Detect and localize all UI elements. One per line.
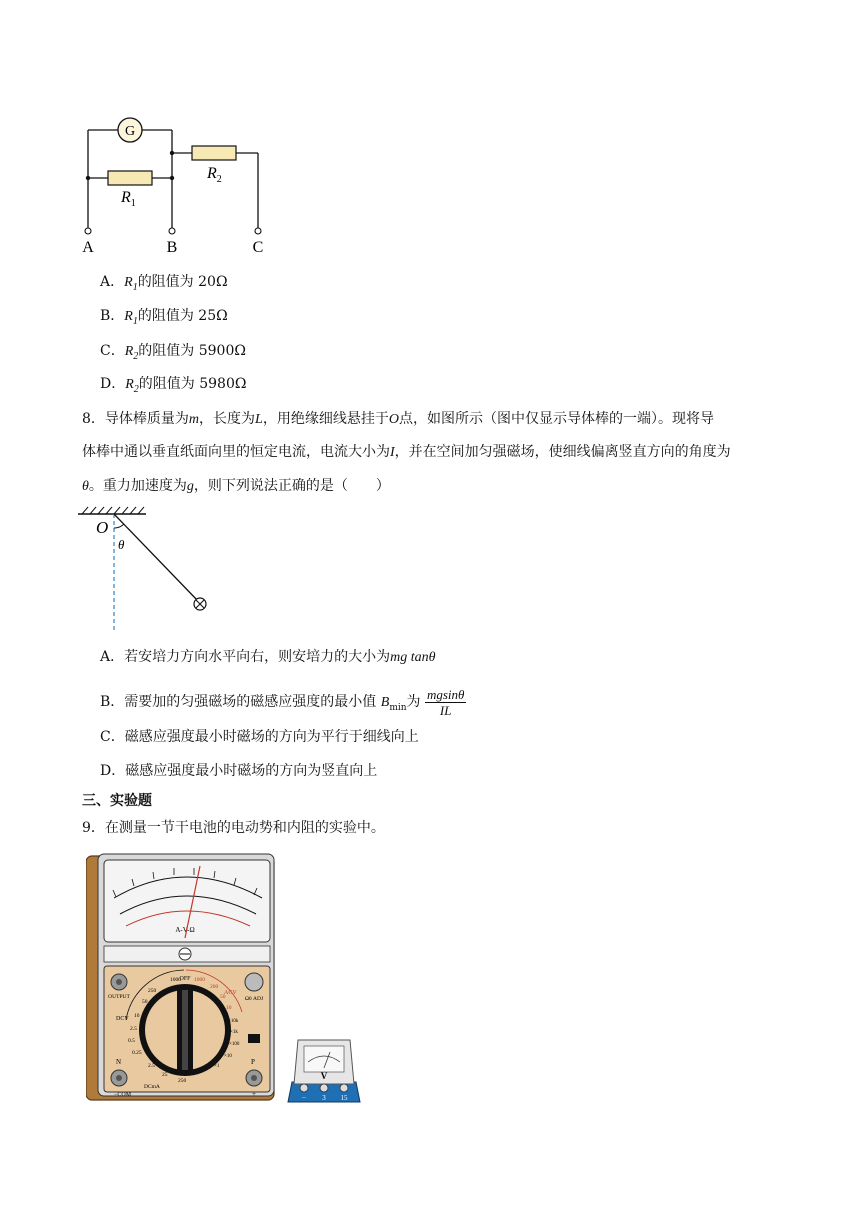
svg-text:−: − (302, 1094, 306, 1102)
svg-text:OFF: OFF (179, 976, 191, 982)
svg-text:Ω0 ADJ: Ω0 ADJ (244, 996, 264, 1002)
q9-stem: 9．在测量一节干电池的电动势和内阻的实验中。 (82, 820, 385, 836)
svg-text:N: N (116, 1058, 122, 1066)
b-min-fraction: $\frac{mgsin\theta}{IL}$ (426, 686, 465, 718)
pendulum-diagram (74, 504, 214, 634)
q8-option-c: C．磁感应强度最小时磁场的方向为平行于细线向上 (100, 729, 419, 745)
voltmeter-terminal-neg[interactable] (300, 1084, 308, 1092)
q7-option-c: C．$R_2$的阻值为 5900Ω (100, 343, 246, 362)
point-o-label: O (96, 518, 109, 537)
svg-text:50: 50 (220, 994, 226, 1000)
svg-text:1000: 1000 (170, 977, 181, 983)
svg-text:2.5: 2.5 (130, 1026, 137, 1032)
terminal-a: A (82, 239, 94, 256)
q7-option-d: D．$R_2$的阻值为 5980Ω (100, 376, 247, 395)
svg-text:200: 200 (210, 984, 219, 990)
svg-text:50: 50 (142, 999, 148, 1005)
terminal-b: B (166, 239, 178, 256)
q8-line-3: θ。重力加速度为g，则下列说法正确的是（ ） (82, 478, 390, 494)
svg-text:10: 10 (226, 1005, 232, 1011)
galvanometer-label: G (124, 124, 136, 139)
svg-text:10: 10 (134, 1013, 140, 1019)
voltmeter-label: V (320, 1071, 328, 1081)
svg-text:3: 3 (322, 1094, 326, 1102)
dial-label: A-V-Ω (175, 926, 195, 934)
multimeter-illustration (86, 852, 278, 1102)
svg-text:DCmA: DCmA (144, 1084, 160, 1090)
svg-text:15: 15 (340, 1094, 348, 1102)
svg-text:×10: ×10 (224, 1054, 232, 1059)
voltmeter-illustration (284, 1032, 364, 1106)
ohm-adjust-knob[interactable] (245, 973, 263, 991)
voltmeter-terminal-15v[interactable] (340, 1084, 348, 1092)
svg-text:DCV: DCV (116, 1016, 129, 1022)
svg-text:OUTPUT: OUTPUT (108, 994, 130, 1000)
svg-text:×10k: ×10k (228, 1019, 239, 1024)
terminal-c: C (252, 239, 264, 256)
svg-text:−COM: −COM (114, 1092, 132, 1098)
voltmeter-terminal-3v[interactable] (320, 1084, 328, 1092)
svg-text:25: 25 (162, 1072, 168, 1078)
svg-text:2.5: 2.5 (148, 1063, 155, 1069)
r1-label: $R_1$ (121, 189, 136, 209)
svg-text:×1k: ×1k (230, 1030, 238, 1035)
resistor-r2 (192, 146, 236, 160)
q7-option-b: B．$R_1$的阻值为 25Ω (100, 308, 228, 327)
svg-text:0.5: 0.5 (128, 1038, 135, 1044)
q8-option-a: A．若安培力方向水平向右，则安培力的大小为mg tanθ (100, 649, 436, 665)
svg-text:ACV: ACV (224, 990, 237, 996)
svg-text:250: 250 (148, 988, 157, 994)
q8-line-1: 8．导体棒质量为m，长度为L，用绝缘细线悬挂于O点，如图所示（图中仅显示导体棒的一端）。现将导 (82, 411, 714, 427)
q7-option-a: A．$R_1$的阻值为 20Ω (100, 274, 228, 293)
suspension-thread (114, 514, 198, 601)
q8-option-d: D．磁感应强度最小时磁场的方向为竖直向上 (100, 763, 378, 779)
svg-text:×1: ×1 (214, 1064, 220, 1069)
resistor-r1 (108, 171, 152, 185)
angle-theta-label: θ (118, 537, 125, 552)
circuit-diagram (74, 110, 274, 260)
section-title: 三、实验题 (82, 793, 152, 809)
svg-text:250: 250 (178, 1078, 187, 1084)
svg-text:1000: 1000 (194, 977, 205, 983)
r2-label: $R_2$ (207, 165, 222, 185)
svg-text:+: + (252, 1090, 256, 1098)
svg-text:P: P (251, 1058, 255, 1066)
svg-text:×100: ×100 (229, 1042, 240, 1047)
q8-option-b: B．需要加的匀强磁场的磁感应强度的最小值 $B_{min}$为 $\frac{mgsin\theta}{IL}$ (100, 686, 465, 718)
q8-line-2: 体棒中通以垂直纸面向里的恒定电流，电流大小为I，并在空间加匀强磁场，使细线偏离竖直方向的角度为 (82, 444, 731, 460)
svg-text:0.25: 0.25 (132, 1050, 142, 1056)
